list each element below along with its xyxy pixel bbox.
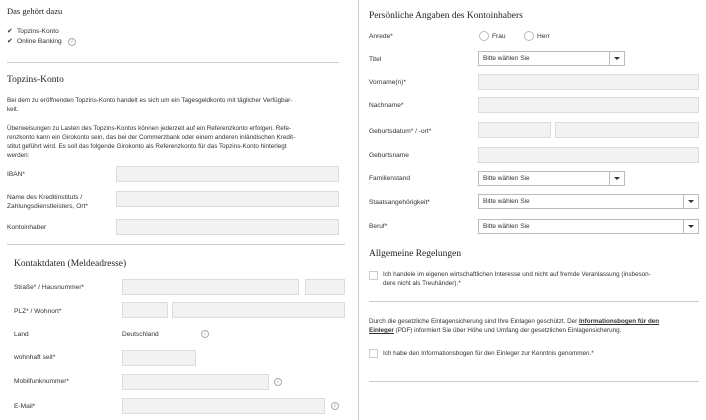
info-sheet-link[interactable]: Einleger (369, 327, 394, 334)
radio-frau-label: Frau (492, 33, 506, 40)
country-value: Deutschland (122, 331, 159, 338)
title-select[interactable] (478, 51, 625, 66)
salutation-label: Anrede* (369, 33, 393, 40)
chevron-down-icon (683, 195, 698, 208)
mobile-label: Mobilfunknummer* (14, 378, 69, 385)
iban-field[interactable] (116, 166, 339, 182)
included-item: Online Banking (17, 38, 62, 45)
firstname-field[interactable] (478, 74, 699, 90)
chevron-down-icon (609, 172, 624, 185)
included-title: Das gehört dazu (7, 6, 63, 16)
job-label: Beruf* (369, 223, 388, 230)
zip-field[interactable] (122, 302, 168, 318)
deposit-info-text: Durch die gesetzliche Einlagensicherung sind Ihre Einlagen geschützt. Der Informationsbogen für den Einleger (PDF) informiert Sie über Höhe und Umfang der gesetzlichen Einlagensicherung. (369, 318, 660, 334)
divider (7, 244, 345, 245)
check-icon: ✔ (7, 38, 13, 45)
contact-title: Kontaktdaten (Meldeadresse) (14, 259, 127, 269)
mobile-field[interactable] (122, 374, 269, 390)
info-icon[interactable]: i (68, 38, 76, 46)
account-owner-field[interactable] (116, 219, 339, 235)
topzins-para2: Überweisungen zu Lasten des Topzins-Kontos können jederzeit auf ein Referenzkonto erfolgen. Refe- renzkonto kann ein Girokonto sein, das bei der Commerzbank oder einem anderen inländischen Kredit- stitut geführt wird. Es soll das folgende Girokonto als Referenzkonto für das Topzins-Konto hinterlegt werden: (7, 125, 296, 159)
info-icon[interactable]: i (331, 402, 339, 410)
job-select-value: Bitte wählen Sie (483, 223, 530, 230)
job-select[interactable] (478, 219, 699, 234)
city-field[interactable] (172, 302, 345, 318)
street-field[interactable] (122, 279, 299, 295)
chevron-down-icon (683, 220, 698, 233)
resident-since-label: wohnhaft seit* (14, 354, 56, 361)
info-icon[interactable]: i (201, 330, 209, 338)
birthname-label: Geburtsname (369, 152, 409, 159)
lastname-label: Nachname* (369, 102, 404, 109)
nationality-label: Staatsangehörigkeit* (369, 199, 430, 206)
topzins-title: Topzins-Konto (7, 75, 64, 85)
column-divider (358, 0, 359, 420)
nationality-select-value: Bitte wählen Sie (483, 198, 530, 205)
street-label: Straße* / Hausnummer* (14, 284, 84, 291)
general-title: Allgemeine Regelungen (369, 249, 462, 259)
checkbox-info-sheet[interactable] (369, 349, 378, 358)
title-select-value: Bitte wählen Sie (483, 55, 530, 62)
info-sheet-text: Ich habe den Informationsbogen für den Einleger zur Kenntnis genommen.* (383, 350, 594, 357)
title-label: Titel (369, 56, 382, 63)
radio-herr[interactable] (524, 31, 534, 41)
birthplace-field[interactable] (555, 122, 699, 138)
included-item: Topzins-Konto (17, 28, 59, 35)
firstname-label: Vorname(n)* (369, 79, 407, 86)
account-owner-label: Kontoinhaber (7, 224, 47, 231)
email-label: E-Mail* (14, 403, 36, 410)
info-sheet-link[interactable]: Informationsbogen für den (579, 318, 660, 325)
chevron-down-icon (609, 52, 624, 65)
country-label: Land (14, 331, 29, 338)
marital-select-value: Bitte wählen Sie (483, 175, 530, 182)
birthname-field[interactable] (478, 147, 699, 163)
zip-city-label: PLZ* / Wohnort* (14, 308, 62, 315)
lastname-field[interactable] (478, 97, 699, 113)
marital-label: Familienstand (369, 175, 411, 182)
birth-label: Geburtsdatum* / -ort* (369, 128, 432, 135)
bank-name-field[interactable] (116, 191, 339, 207)
house-number-field[interactable] (305, 279, 345, 295)
radio-herr-label: Herr (537, 33, 550, 40)
checkbox-own-interest[interactable] (369, 271, 378, 280)
check-icon: ✔ (7, 28, 13, 35)
divider (369, 381, 699, 382)
email-field[interactable] (122, 398, 325, 414)
bank-name-label: Name des Kreditinstituts / Zahlungsdienstleisters, Ort* (7, 194, 88, 210)
marital-select[interactable] (478, 171, 625, 186)
birthdate-field[interactable] (478, 122, 551, 138)
divider (7, 62, 339, 63)
radio-frau[interactable] (479, 31, 489, 41)
divider (369, 301, 699, 302)
nationality-select[interactable] (478, 194, 699, 209)
info-icon[interactable]: i (274, 378, 282, 386)
iban-label: IBAN* (7, 171, 25, 178)
personal-title: Persönliche Angaben des Kontoinhabers (369, 11, 523, 21)
topzins-para1: Bei dem zu eröffnenden Topzins-Konto handelt es sich um ein Tagesgeldkonto mit täglicher Verfügbar- keit. (7, 97, 293, 113)
resident-since-field[interactable] (122, 350, 196, 366)
own-interest-text: Ich handele im eigenen wirtschaftlichen Interesse und nicht auf fremde Veranlassung (insbeson- dere nicht als Treuhänder).* (383, 271, 651, 287)
